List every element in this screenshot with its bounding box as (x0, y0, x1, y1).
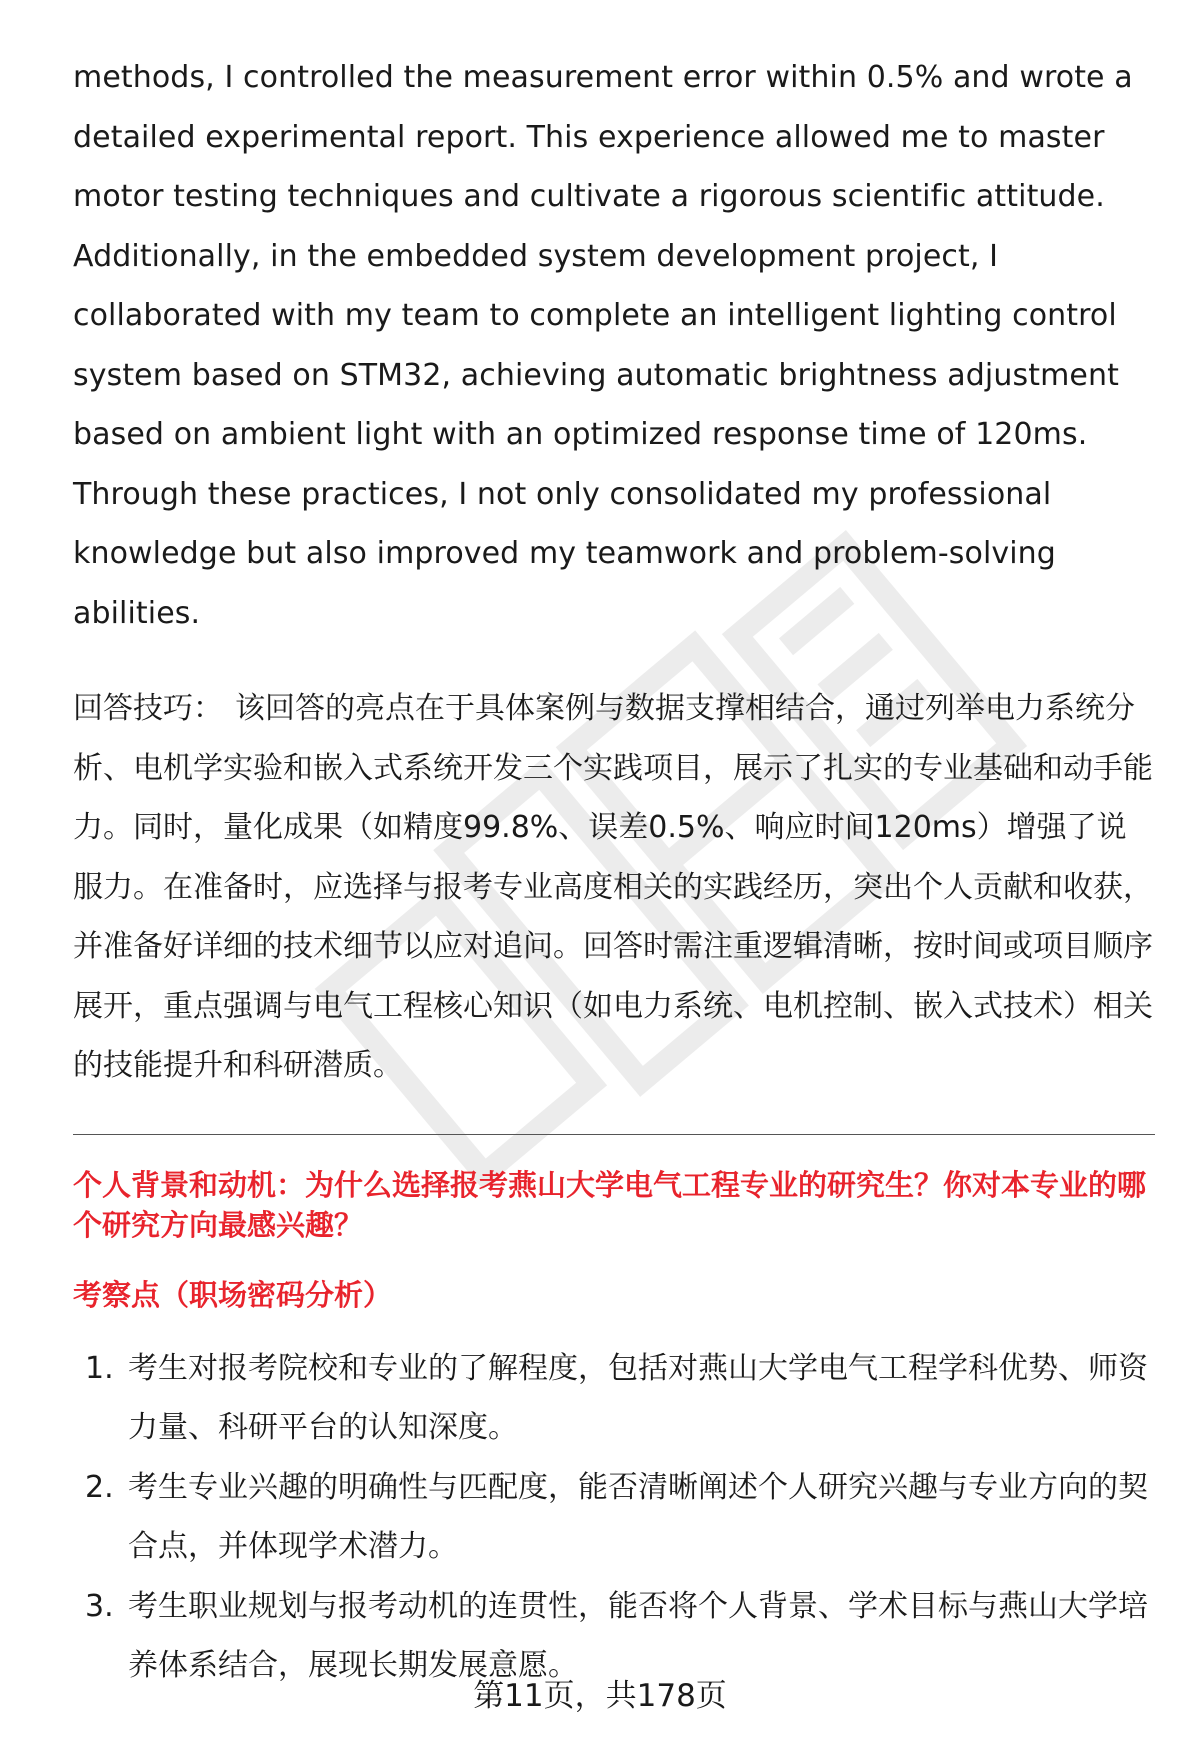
list-item-text: 考生专业兴趣的明确性与匹配度，能否清晰阐述个人研究兴趣与专业方向的契合点，并体现学术潜力。 (128, 1469, 1148, 1564)
page-number-footer: 第11页，共178页 (473, 1678, 727, 1714)
answer-tips-text: 该回答的亮点在于具体案例与数据支撑相结合，通过列举电力系统分析、电机学实验和嵌入式系统开发三个实践项目，展示了扎实的专业基础和动手能力。同时，量化成果（如精度99.8%、误差0.5%、响应时间120ms）增强了说服力。在准备时，应选择与报考专业高度相关的实践经历，突出个人贡献和收获，并准备好详细的技术细节以应对追问。回答时需注重逻辑清晰，按时间或项目顺序展开，重点强调与电气工程核心知识（如电力系统、电机控制、嵌入式技术）相关的技能提升和科研潜质。 (73, 691, 1153, 1083)
assessment-points-list (73, 1339, 1153, 1696)
list-item-number: 2. (85, 1469, 114, 1505)
list-item-number: 3. (85, 1588, 114, 1624)
section-divider (73, 1134, 1155, 1135)
list-item (73, 1458, 1153, 1577)
document-content (73, 48, 1153, 1696)
answer-tips-label: 回答技巧： (73, 691, 223, 726)
answer-tips-paragraph (73, 679, 1153, 1096)
list-item (73, 1339, 1153, 1458)
english-paragraph: methods, I controlled the measurement error within 0.5% and wrote a detailed experimental report. This experience allowed me to master motor testing techniques and cultivate a rigorous scientific attitude. Additionally, in the embedded system development project, I collaborated with my team to complete an intelligent lighting control system based on STM32, achieving automatic brightness adjustment based on ambient light with an optimized response time of 120ms. Through these practices, I not only consolidated my professional knowledge but also improved my teamwork and problem-solving abilities. (73, 60, 1133, 631)
list-item-text: 考生对报考院校和专业的了解程度，包括对燕山大学电气工程学科优势、师资力量、科研平台的认知深度。 (128, 1350, 1148, 1445)
assessment-points-title: 考察点（职场密码分析） (73, 1277, 393, 1312)
list-item-text: 考生职业规划与报考动机的连贯性，能否将个人背景、学术目标与燕山大学培养体系结合，展现长期发展意愿。 (128, 1588, 1148, 1683)
question-title: 个人背景和动机：为什么选择报考燕山大学电气工程专业的研究生？你对本专业的哪个研究方向最感兴趣？ (73, 1167, 1147, 1242)
list-item-number: 1. (85, 1350, 114, 1386)
